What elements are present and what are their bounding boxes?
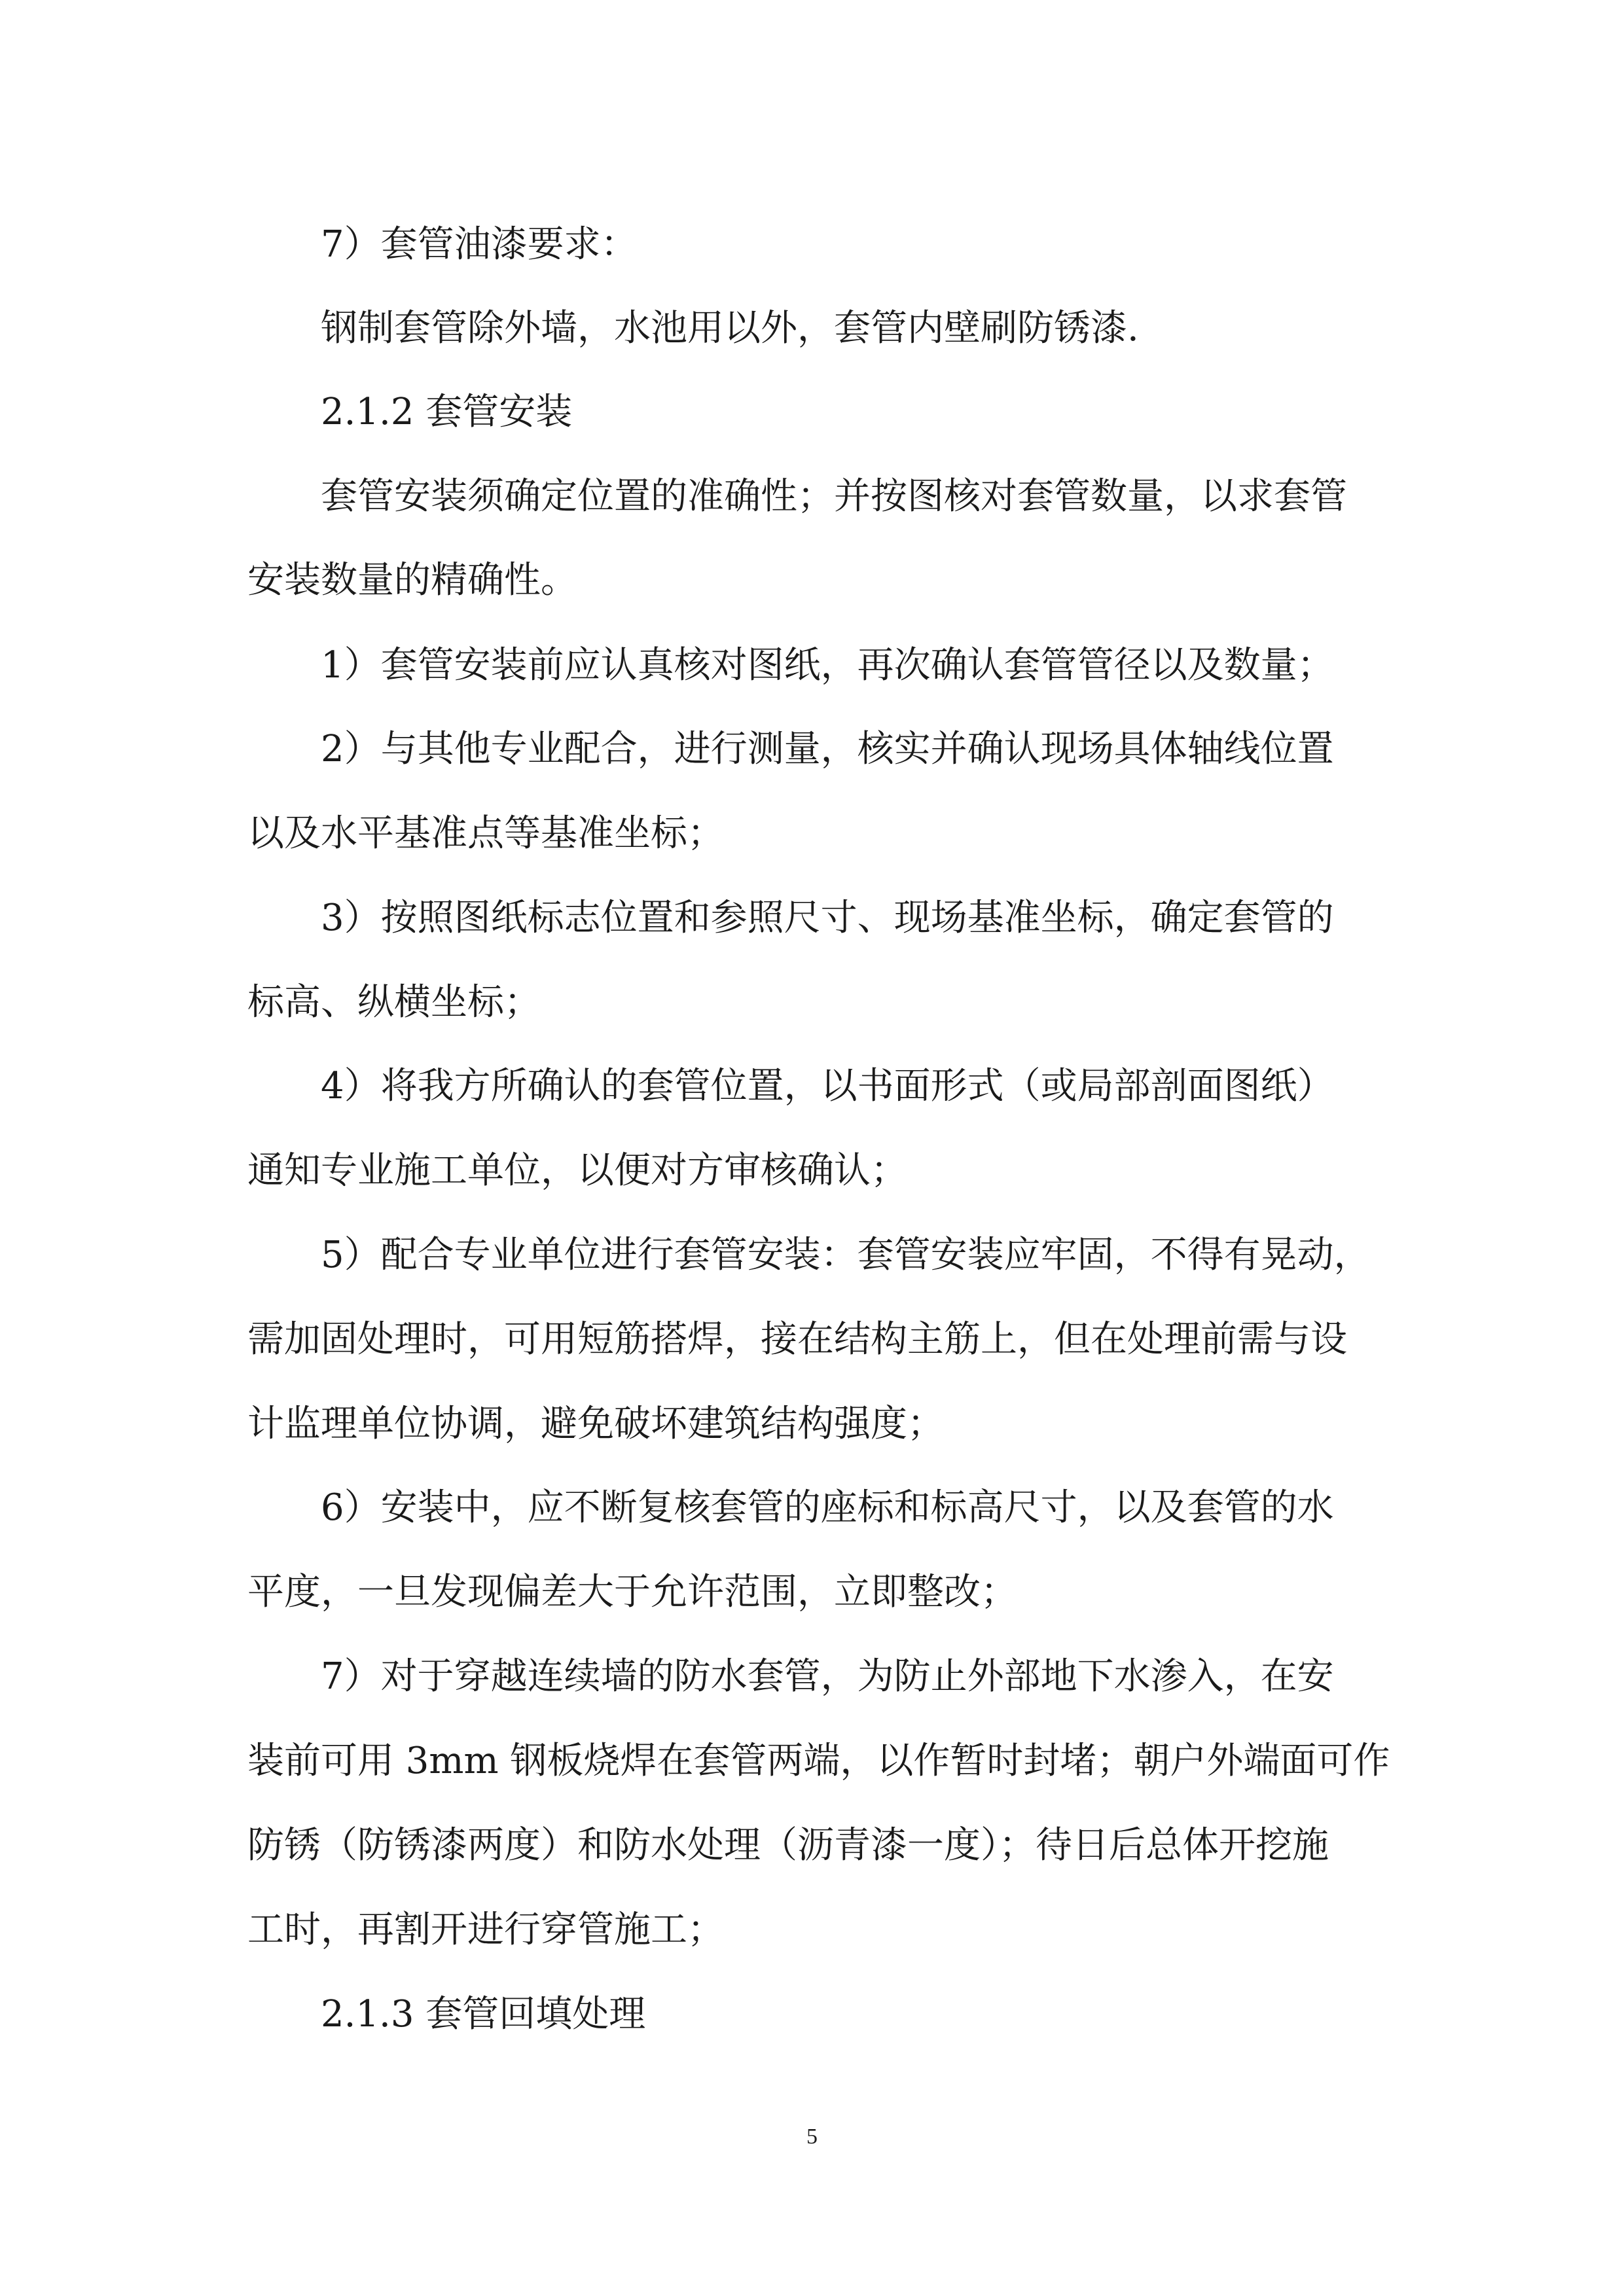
paragraph-line: 通知专业施工单位，以便对方审核确认；	[247, 1149, 907, 1192]
paragraph-line: 装前可用 3mm 钢板烧焊在套管两端，以作暂时封堵；朝户外端面可作	[247, 1740, 1390, 1782]
paragraph-line: 需加固处理时，可用短筋搭焊，接在结构主筋上，但在处理前需与设	[247, 1318, 1347, 1361]
paragraph-line: 防锈（防锈漆两度）和防水处理（沥青漆一度）；待日后总体开挖施	[247, 1824, 1329, 1867]
paragraph-line: 1）套管安装前应认真核对图纸，再次确认套管管径以及数量；	[321, 644, 1334, 687]
paragraph-line: 5）配合专业单位进行套管安装：套管安装应牢固，不得有晃动，	[321, 1234, 1371, 1276]
paragraph-line: 3）按照图纸标志位置和参照尺寸、现场基准坐标，确定套管的	[321, 897, 1334, 939]
paragraph-line: 计监理单位协调，避免破坏建筑结构强度；	[247, 1403, 944, 1445]
paragraph-line: 2）与其他专业配合，进行测量，核实并确认现场具体轴线位置	[321, 728, 1334, 770]
paragraph-line: 4）将我方所确认的套管位置，以书面形式（或局部剖面图纸）	[321, 1065, 1334, 1107]
paragraph-line: 钢制套管除外墙，水池用以外，套管内壁刷防锈漆.	[321, 307, 1139, 350]
paragraph-line: 7）套管油漆要求：	[321, 223, 638, 266]
paragraph-line: 工时，再割开进行穿管施工；	[247, 1909, 724, 1951]
paragraph-line: 6）安装中，应不断复核套管的座标和标高尺寸，以及套管的水	[321, 1486, 1334, 1529]
section-heading: 2.1.2 套管安装	[321, 391, 573, 433]
paragraph-line: 标高、纵横坐标；	[247, 981, 541, 1024]
paragraph-line: 套管安装须确定位置的准确性；并按图核对套管数量，以求套管	[321, 475, 1347, 518]
paragraph-line: 平度，一旦发现偏差大于允许范围，立即整改；	[247, 1571, 1017, 1613]
page-number: 5	[806, 2125, 818, 2149]
section-heading: 2.1.3 套管回填处理	[321, 1993, 646, 2036]
paragraph-line: 安装数量的精确性。	[247, 559, 577, 601]
paragraph-line: 以及水平基准点等基准坐标；	[247, 812, 724, 855]
paragraph-line: 7）对于穿越连续墙的防水套管，为防止外部地下水渗入，在安	[321, 1655, 1334, 1698]
